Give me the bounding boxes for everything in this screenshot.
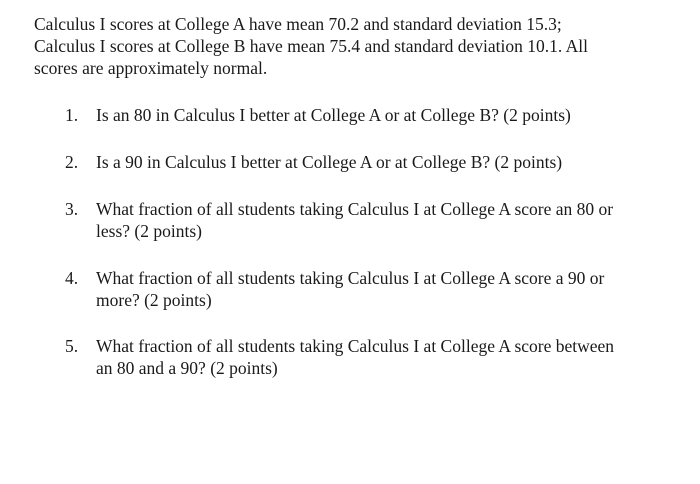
question-line: an 80 and a 90? (2 points) (96, 358, 278, 378)
question-text (96, 151, 686, 173)
question-line: Is a 90 in Calculus I better at College A or at College B? (2 points) (96, 152, 563, 172)
question-number: 4. (65, 268, 79, 288)
intro-line: scores are approximately normal. (34, 58, 268, 78)
question-text (96, 104, 686, 126)
question-number: 3. (65, 199, 79, 219)
intro-line: Calculus I scores at College A have mean 70.2 and standard deviation 15.3; (34, 14, 562, 34)
intro-paragraph (34, 13, 674, 79)
question-line: less? (2 points) (96, 221, 202, 241)
intro-line: Calculus I scores at College B have mean 75.4 and standard deviation 10.1. All (34, 36, 589, 56)
question-line: What fraction of all students taking Calculus I at College A score between (96, 336, 615, 356)
question-number: 5. (65, 336, 79, 356)
question-text (96, 198, 686, 242)
question-number: 2. (65, 152, 79, 172)
question-number: 1. (65, 105, 79, 125)
question-line: Is an 80 in Calculus I better at College A or at College B? (2 points) (96, 105, 571, 125)
question-text (96, 267, 686, 311)
question-line: more? (2 points) (96, 290, 212, 310)
question-line: What fraction of all students taking Calculus I at College A score an 80 or (96, 199, 614, 219)
question-text (96, 335, 686, 379)
question-line: What fraction of all students taking Calculus I at College A score a 90 or (96, 268, 605, 288)
